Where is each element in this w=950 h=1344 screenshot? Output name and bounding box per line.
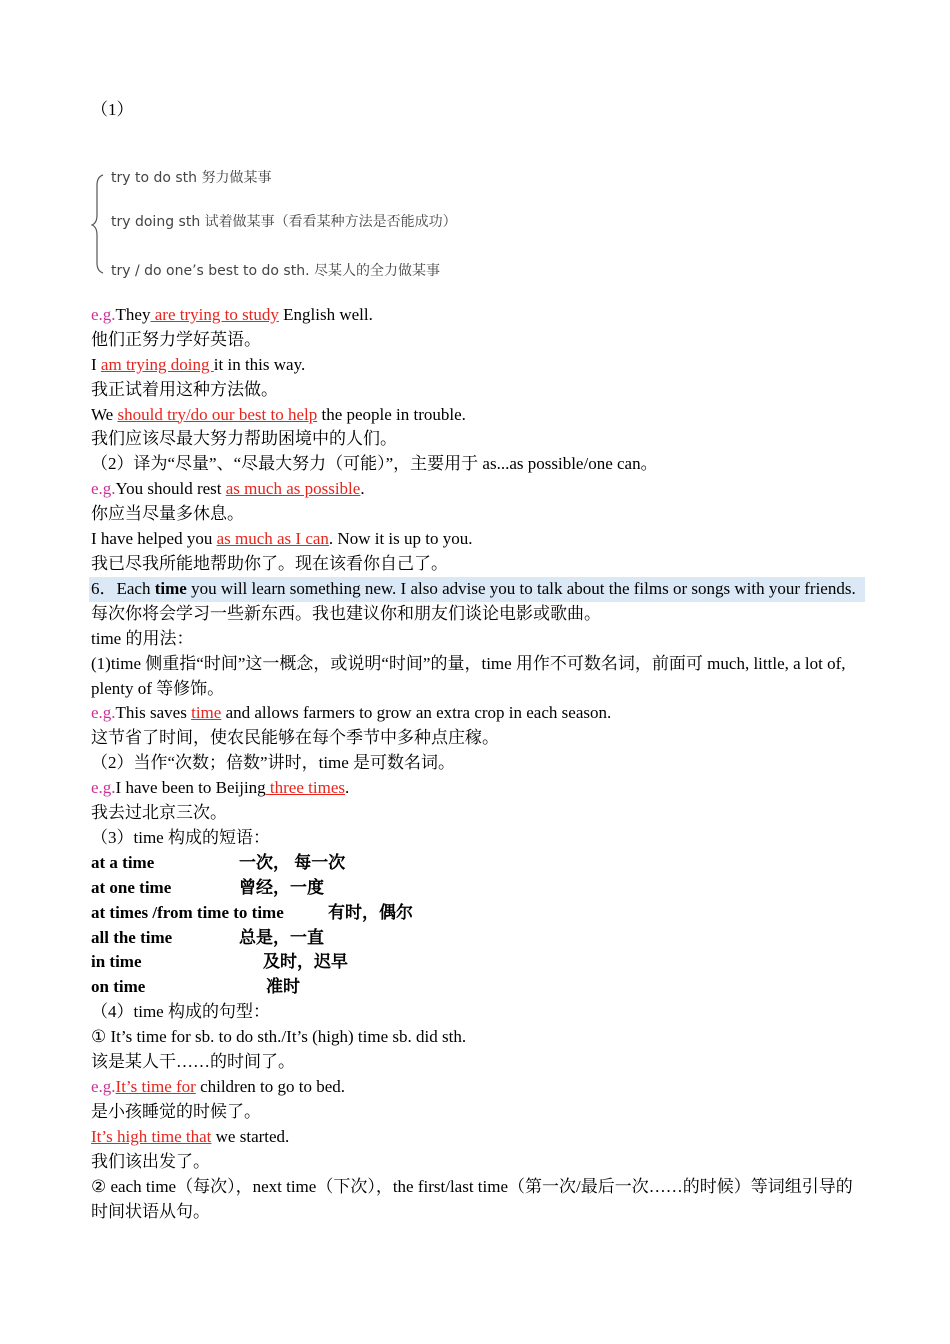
section-heading: time 的用法： (91, 628, 194, 648)
translation: 我已尽我所能地帮助你了。现在该看你自己了。 (91, 553, 448, 573)
example-line (91, 1075, 861, 1100)
example-text: I have been to Beijing (115, 778, 266, 798)
eg-label: e.g. (91, 778, 116, 798)
section-heading: （4）time 构成的句型： (91, 1002, 270, 1022)
phrase-en: at times /from time to time (91, 902, 284, 922)
eg-label: e.g. (91, 1077, 116, 1096)
brace-icon (91, 123, 111, 293)
option-try-best: try / do one’s best to do sth. 尽某人的全力做某事 (111, 262, 440, 279)
phrase-zh: 准时 (266, 977, 300, 997)
highlight-phrase: It’s time for (115, 1077, 196, 1096)
example-text: . (344, 778, 350, 798)
phrase-zh: 有时，偶尔 (328, 902, 413, 922)
item-6-sentence (89, 577, 865, 602)
item-6-rest: you will learn something new. I also advise you to talk about the films or songs with your friends. (186, 578, 856, 598)
phrase-row (91, 975, 861, 1000)
translation: 这节省了时间，使农民能够在每个季节中多种点庄稼。 (91, 728, 499, 748)
translation: 该是某人干……的时间了。 (91, 1052, 295, 1072)
phrase-zh: 曾经，一度 (239, 877, 324, 897)
example-text: I have helped you (91, 529, 217, 549)
try-usage-diagram (91, 123, 861, 303)
example-text: the people in trouble. (317, 404, 466, 424)
example-line (91, 477, 861, 502)
example-text: This saves (115, 703, 192, 723)
example-text: . (360, 479, 365, 499)
example-line (91, 403, 861, 428)
example-text: and allows farmers to grow an extra crop in each season. (221, 703, 612, 723)
option-try-doing: try doing sth 试着做某事（看看某种方法是否能成功） (111, 213, 457, 230)
highlight-phrase: as much as possible (225, 479, 361, 499)
translation: 我正试着用这种方法做。 (91, 379, 278, 399)
highlight-phrase: are trying to study (150, 304, 279, 324)
section-heading: （2）当作“次数；倍数”讲时，time 是可数名词。 (91, 753, 456, 773)
highlight-phrase: am trying doing (100, 354, 214, 374)
section-heading: （3）time 构成的短语： (91, 827, 270, 847)
example-text: . Now it is up to you. (328, 529, 473, 549)
phrase-row (91, 851, 861, 876)
example-text: They (115, 304, 151, 324)
highlight-phrase: should try/do our best to help (117, 404, 318, 424)
item-6-prefix: 6．Each (91, 578, 155, 598)
document-page (91, 98, 861, 1224)
example-text: You should rest (115, 479, 226, 499)
item-6-keyword: time (154, 578, 187, 598)
translation: 我们应该尽最大努力帮助困境中的人们。 (91, 429, 397, 449)
translation: 是小孩睡觉的时候了。 (91, 1101, 261, 1121)
example-text: English well. (278, 304, 373, 324)
example-line (91, 527, 861, 552)
example-line (91, 701, 861, 726)
phrase-row (91, 876, 861, 901)
example-line (91, 1125, 861, 1150)
pattern-sentence: ② each time（每次），next time（下次），the first/last time（第一次/最后一次……的时候）等词组引导的时间状语从句。 (91, 1176, 853, 1221)
example-line (91, 353, 861, 378)
translation: 我们该出发了。 (91, 1151, 210, 1171)
example-line (91, 303, 861, 328)
highlight-phrase: It’s high time that (91, 1126, 212, 1146)
example-text: children to go to bed. (195, 1077, 346, 1096)
phrase-en: at one time (91, 877, 172, 897)
example-text: it in this way. (213, 354, 306, 374)
phrase-zh: 总是，一直 (239, 927, 324, 947)
eg-label: e.g. (91, 703, 116, 723)
phrase-en: in time (91, 952, 142, 972)
pattern-sentence: ① It’s time for sb. to do sth./It’s (high) time sb. did sth. (91, 1027, 467, 1047)
usage-paragraph: (1)time 侧重指“时间”这一概念，或说明“时间”的量，time 用作不可数名词，前面可 much, little, a lot of, plenty of 等修饰。 (91, 653, 846, 698)
example-line (91, 776, 861, 801)
option-try-to-do: try to do sth 努力做某事 (111, 169, 272, 186)
section-heading: （2）译为“尽量”、“尽最大努力（可能）”，主要用于 as...as possible/one can。 (91, 454, 658, 474)
phrase-zh: 一次， 每一次 (239, 852, 346, 872)
section-number: （1） (91, 100, 134, 119)
phrase-row (91, 926, 861, 951)
phrase-row (91, 901, 861, 926)
phrase-row (91, 950, 861, 975)
eg-label: e.g. (91, 479, 116, 499)
translation: 他们正努力学好英语。 (91, 329, 261, 349)
translation: 我去过北京三次。 (91, 803, 227, 823)
highlight-phrase: as much as I can (216, 529, 329, 549)
phrase-en: on time (91, 977, 146, 997)
phrase-en: at a time (91, 852, 155, 872)
example-text: we started. (211, 1126, 290, 1146)
phrase-zh: 及时，迟早 (263, 952, 348, 972)
translation: 每次你将会学习一些新东西。我也建议你和朋友们谈论电影或歌曲。 (91, 603, 601, 623)
highlight-phrase: three times (265, 778, 345, 798)
phrase-en: all the time (91, 927, 173, 947)
translation: 你应当尽量多休息。 (91, 504, 244, 524)
example-text: We (91, 404, 118, 424)
eg-label: e.g. (91, 304, 116, 324)
highlight-phrase: time (191, 703, 222, 723)
example-text: I (91, 354, 101, 374)
